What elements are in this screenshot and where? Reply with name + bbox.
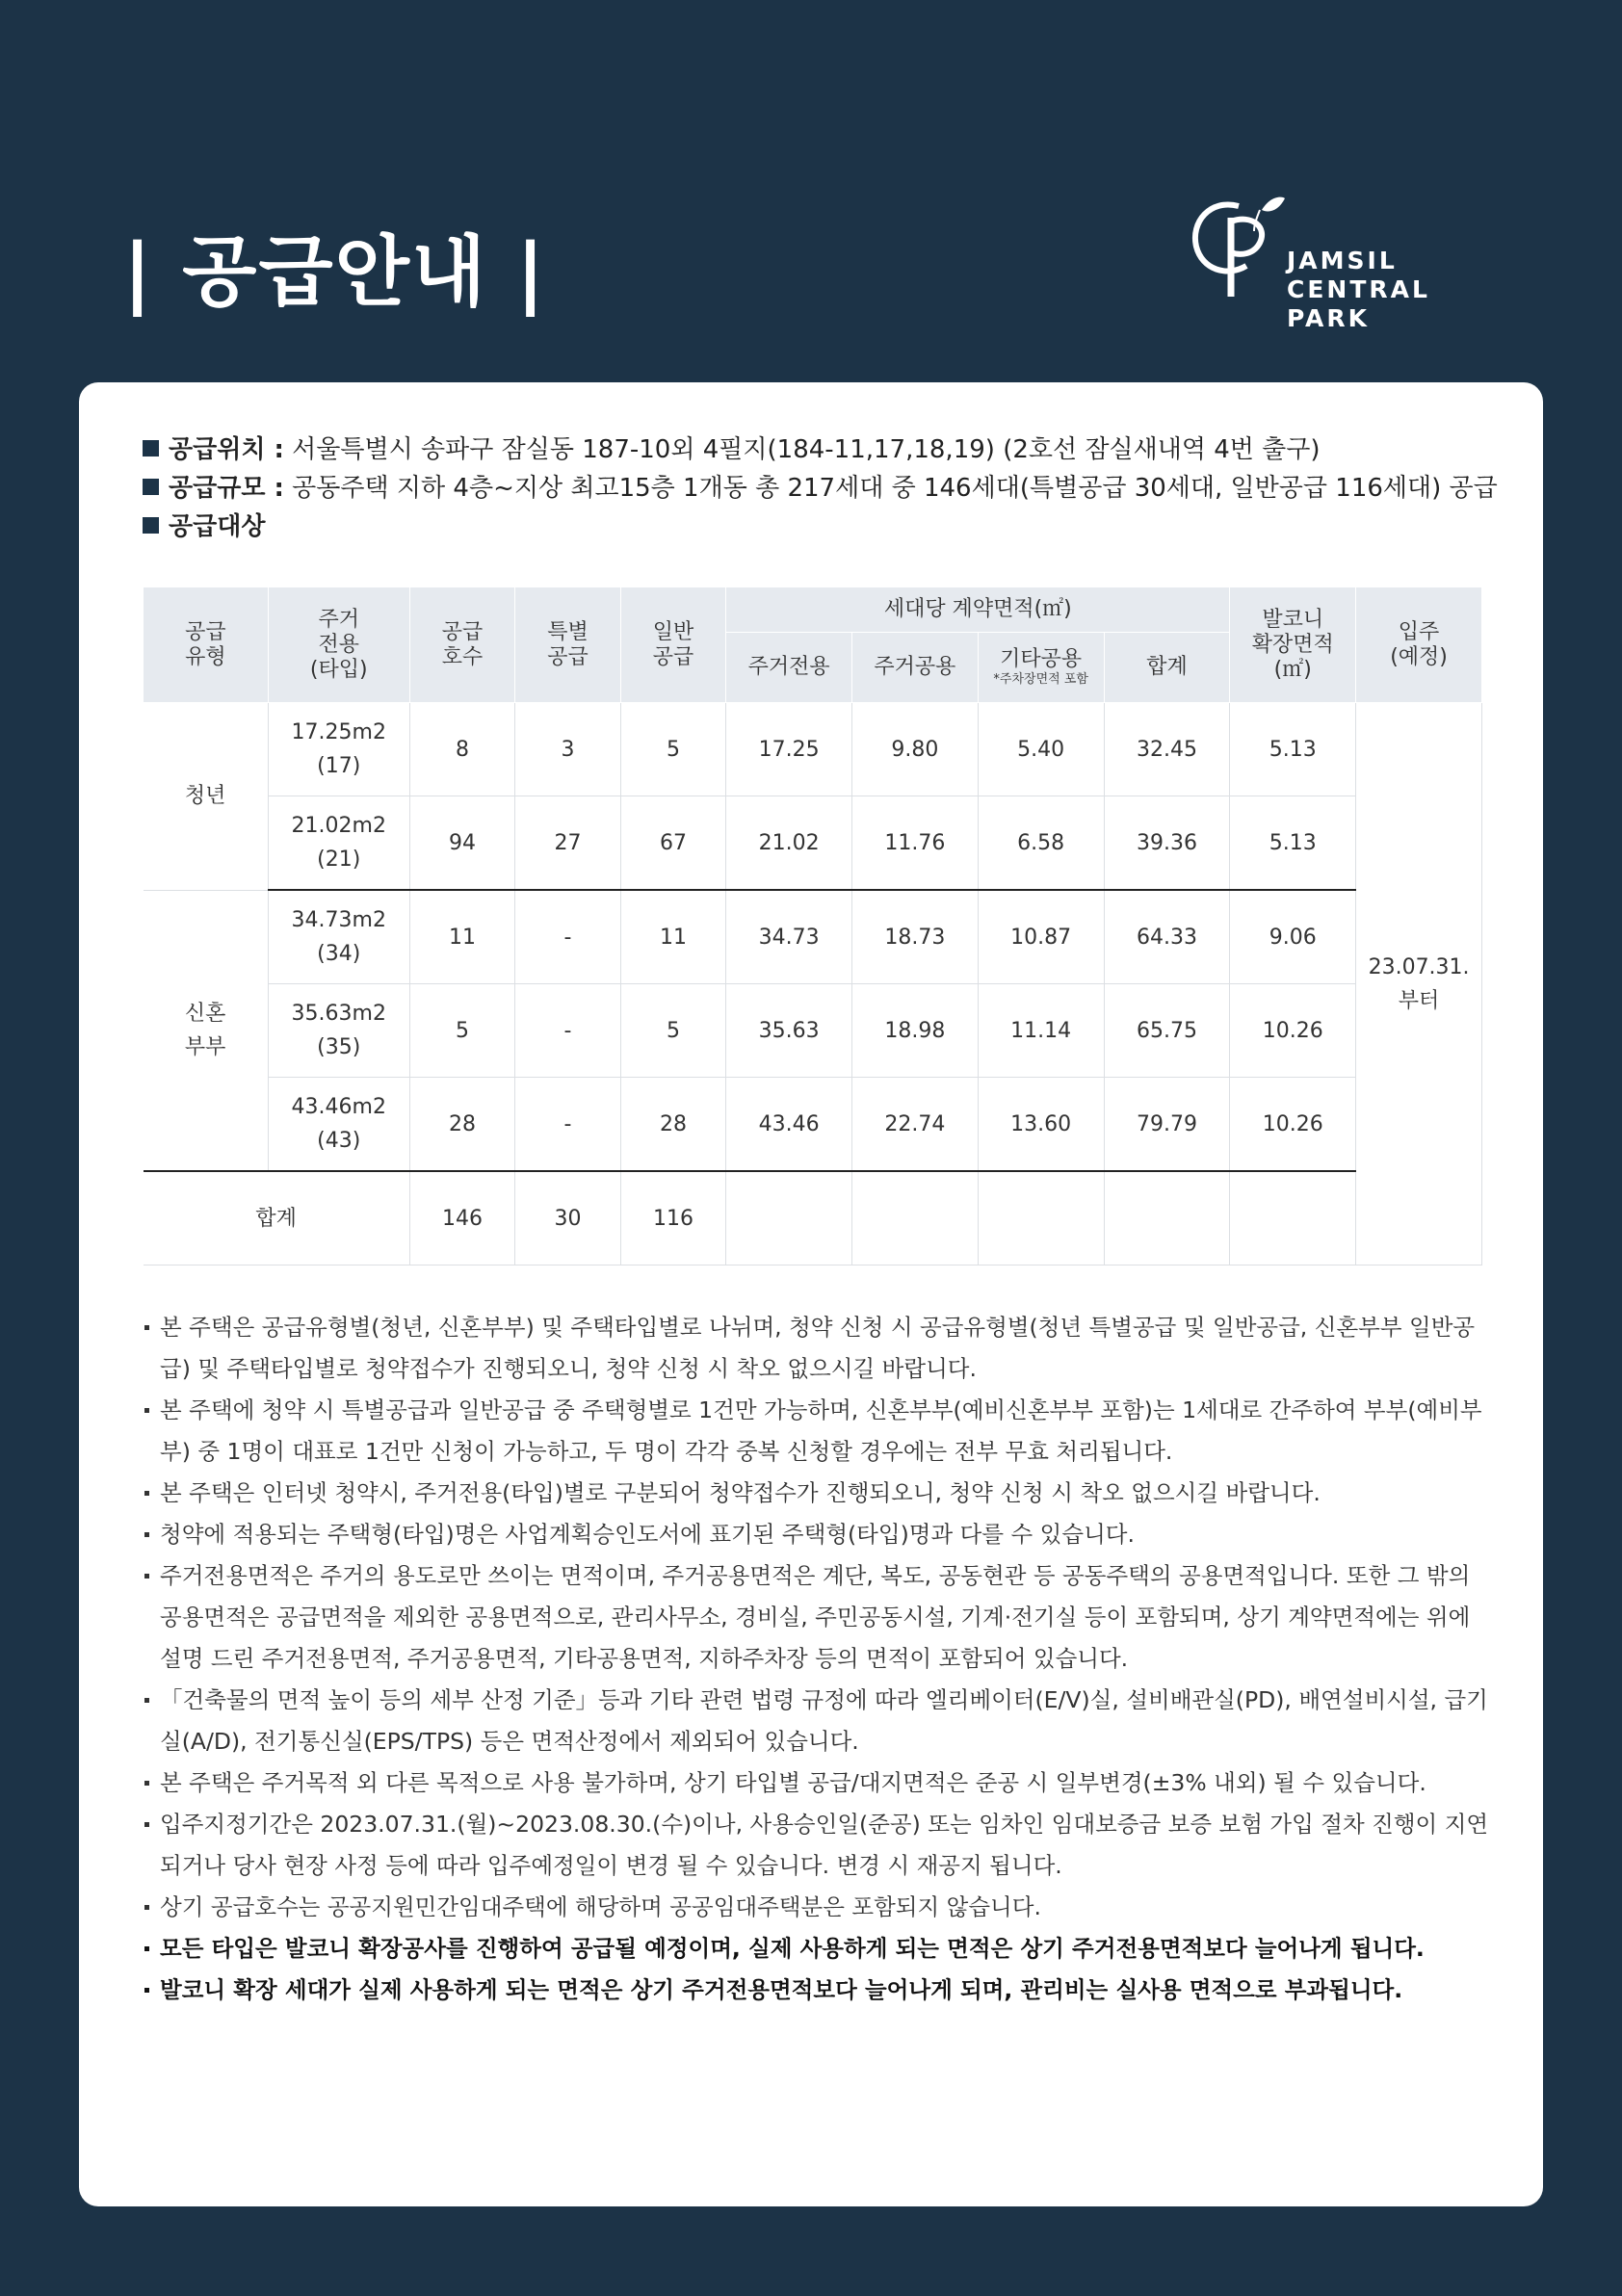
general-cell: 5: [620, 703, 725, 796]
balcony-cell: 5.13: [1230, 703, 1356, 796]
special-cell: 3: [515, 703, 620, 796]
notes-list: [144, 1307, 1493, 2011]
unit-cell: 35.63m2 (35): [268, 984, 409, 1078]
page-title: | 공급안내 |: [123, 227, 547, 317]
unit-cell: 43.46m2 (43): [268, 1078, 409, 1172]
note-item: 본 주택은 주거목적 외 다른 목적으로 사용 불가하며, 상기 타입별 공급/대지면적은 준공 시 일부변경(±3% 내외) 될 수 있습니다.: [144, 1762, 1493, 1804]
other-area-note: *주차장면적 포함: [993, 672, 1088, 687]
header-movein: 입주 (예정): [1356, 587, 1482, 703]
unit-cell: 34.73m2 (34): [268, 890, 409, 984]
table-row: [144, 796, 1482, 891]
header-supply-type: 공급 유형: [144, 587, 269, 703]
table-row: [144, 1078, 1482, 1172]
total-count: 146: [409, 1171, 514, 1265]
supply-table: [143, 587, 1482, 1265]
sum-area-cell: 64.33: [1104, 890, 1230, 984]
note-item: 입주지정기간은 2023.07.31.(월)~2023.08.30.(수)이나, 사용승인일(준공) 또는 임차인 임대보증금 보증 보험 가입 절차 진행이 지연되거나 당사 현장 사정 등에 따라 입주예정일이 변경 될 수 있습니다. 변경 시 재공지 됩니다.: [144, 1804, 1493, 1887]
balcony-cell: 5.13: [1230, 796, 1356, 891]
page-header: [0, 0, 1622, 385]
logo-line-2: CENTRAL PARK: [1287, 275, 1430, 332]
count-cell: 11: [409, 890, 514, 984]
empty-cell: [978, 1171, 1104, 1265]
balcony-cell: 10.26: [1230, 984, 1356, 1078]
empty-cell: [852, 1171, 979, 1265]
special-cell: -: [515, 890, 620, 984]
general-cell: 5: [620, 984, 725, 1078]
header-general: 일반 공급: [620, 587, 725, 703]
private-area-cell: 21.02: [726, 796, 852, 891]
other-area-cell: 13.60: [978, 1078, 1104, 1172]
table-row: [144, 890, 1482, 984]
private-area-cell: 17.25: [726, 703, 852, 796]
total-special: 30: [515, 1171, 620, 1265]
note-item: 상기 공급호수는 공공지원민간임대주택에 해당하며 공공임대주택분은 포함되지 않습니다.: [144, 1887, 1493, 1928]
table-row: [144, 984, 1482, 1078]
square-bullet-icon: [143, 479, 159, 495]
header-other-area: 기타공용 *주차장면적 포함: [978, 633, 1104, 703]
header-common-area: 주거공용: [852, 633, 979, 703]
logo-line-1: JAMSIL: [1287, 247, 1398, 274]
sum-area-cell: 32.45: [1104, 703, 1230, 796]
supply-location: 공급위치 : 서울특별시 송파구 잠실동 187-10외 4필지(184-11,17,18,19) (2호선 잠실새내역 4번 출구): [143, 430, 1491, 469]
table-row: [144, 703, 1482, 796]
common-area-cell: 22.74: [852, 1078, 979, 1172]
group-cell-newlyweds: 신혼 부부: [144, 890, 269, 1171]
special-cell: -: [515, 984, 620, 1078]
note-item: 청약에 적용되는 주택형(타입)명은 사업계획승인도서에 표기된 주택형(타입)명과 다를 수 있습니다.: [144, 1514, 1493, 1555]
note-item: 「건축물의 면적 높이 등의 세부 산정 기준」등과 기타 관련 법령 규정에 따라 엘리베이터(E/V)실, 설비배관실(PD), 배연설비시설, 급기실(A/D), 전기통신실(EPS/TPS) 등은 면적산정에서 제외되어 있습니다.: [144, 1680, 1493, 1762]
common-area-cell: 18.98: [852, 984, 979, 1078]
note-item-bold: 모든 타입은 발코니 확장공사를 진행하여 공급될 예정이며, 실제 사용하게 되는 면적은 상기 주거전용면적보다 늘어나게 됩니다.: [144, 1928, 1493, 1970]
header-private-area: 주거전용: [726, 633, 852, 703]
note-item: 본 주택은 공급유형별(청년, 신혼부부) 및 주택타입별로 나뉘며, 청약 신청 시 공급유형별(청년 특별공급 및 일반공급, 신혼부부 일반공급) 및 주택타입별로 청약접수가 진행되오니, 청약 신청 시 착오 없으시길 바랍니다.: [144, 1307, 1493, 1390]
private-area-cell: 34.73: [726, 890, 852, 984]
supply-target: 공급대상: [143, 508, 1491, 546]
balcony-cell: 10.26: [1230, 1078, 1356, 1172]
sum-area-cell: 79.79: [1104, 1078, 1230, 1172]
header-special: 특별 공급: [515, 587, 620, 703]
header-unit-type: 주거 전용 (타입): [268, 587, 409, 703]
sum-area-cell: 65.75: [1104, 984, 1230, 1078]
count-cell: 5: [409, 984, 514, 1078]
general-cell: 28: [620, 1078, 725, 1172]
note-item: 본 주택은 인터넷 청약시, 주거전용(타입)별로 구분되어 청약접수가 진행되오니, 청약 신청 시 착오 없으시길 바랍니다.: [144, 1473, 1493, 1514]
jamsil-central-park-logo: [1183, 189, 1510, 332]
unit-cell: 21.02m2 (21): [268, 796, 409, 891]
total-label: 합계: [144, 1171, 410, 1265]
square-bullet-icon: [143, 517, 159, 534]
count-cell: 8: [409, 703, 514, 796]
note-item: 본 주택에 청약 시 특별공급과 일반공급 중 주택형별로 1건만 가능하며, 신혼부부(예비신혼부부 포함)는 1세대로 간주하여 부부(예비부부) 중 1명이 대표로 1건만 신청이 가능하고, 두 명이 각각 중복 신청할 경우에는 전부 무효 처리됩니다.: [144, 1390, 1493, 1473]
common-area-cell: 9.80: [852, 703, 979, 796]
other-area-cell: 6.58: [978, 796, 1104, 891]
general-cell: 67: [620, 796, 725, 891]
empty-cell: [1104, 1171, 1230, 1265]
movein-cell: 23.07.31. 부터: [1356, 703, 1482, 1265]
square-bullet-icon: [143, 440, 159, 457]
group-cell-youth: 청년: [144, 703, 269, 891]
note-item: 주거전용면적은 주거의 용도로만 쓰이는 면적이며, 주거공용면적은 계단, 복도, 공동현관 등 공동주택의 공용면적입니다. 또한 그 밖의 공용면적은 공급면적을 제외한 공용면적으로, 관리사무소, 경비실, 주민공동시설, 기계·전기실 등이 포함되며, 상기 계약면적에는 위에 설명 드린 주거전용면적, 주거공용면적, 기타공용면적, 지하주차장 등의 면적이 포함되어 있습니다.: [144, 1555, 1493, 1680]
count-cell: 28: [409, 1078, 514, 1172]
other-area-cell: 5.40: [978, 703, 1104, 796]
sum-area-cell: 39.36: [1104, 796, 1230, 891]
header-balcony: 발코니 확장면적 (㎡): [1230, 587, 1356, 703]
other-area-cell: 11.14: [978, 984, 1104, 1078]
supply-summary: [143, 430, 1498, 546]
common-area-cell: 18.73: [852, 890, 979, 984]
empty-cell: [726, 1171, 852, 1265]
header-contract-area: 세대당 계약면적(㎡): [726, 587, 1230, 633]
common-area-cell: 11.76: [852, 796, 979, 891]
count-cell: 94: [409, 796, 514, 891]
balcony-cell: 9.06: [1230, 890, 1356, 984]
note-item-bold: 발코니 확장 세대가 실제 사용하게 되는 면적은 상기 주거전용면적보다 늘어나게 되며, 관리비는 실사용 면적으로 부과됩니다.: [144, 1970, 1493, 2011]
empty-cell: [1230, 1171, 1356, 1265]
header-sum-area: 합계: [1104, 633, 1230, 703]
private-area-cell: 43.46: [726, 1078, 852, 1172]
special-cell: -: [515, 1078, 620, 1172]
cp-monogram-icon: [1183, 189, 1289, 314]
unit-cell: 17.25m2 (17): [268, 703, 409, 796]
general-cell: 11: [620, 890, 725, 984]
supply-info-card: [79, 382, 1543, 2206]
private-area-cell: 35.63: [726, 984, 852, 1078]
supply-scale: 공급규모 : 공동주택 지하 4층~지상 최고15층 1개동 총 217세대 중 146세대(특별공급 30세대, 일반공급 116세대) 공급: [143, 469, 1491, 508]
special-cell: 27: [515, 796, 620, 891]
other-area-cell: 10.87: [978, 890, 1104, 984]
header-supply-count: 공급 호수: [409, 587, 514, 703]
table-total-row: [144, 1171, 1482, 1265]
total-general: 116: [620, 1171, 725, 1265]
